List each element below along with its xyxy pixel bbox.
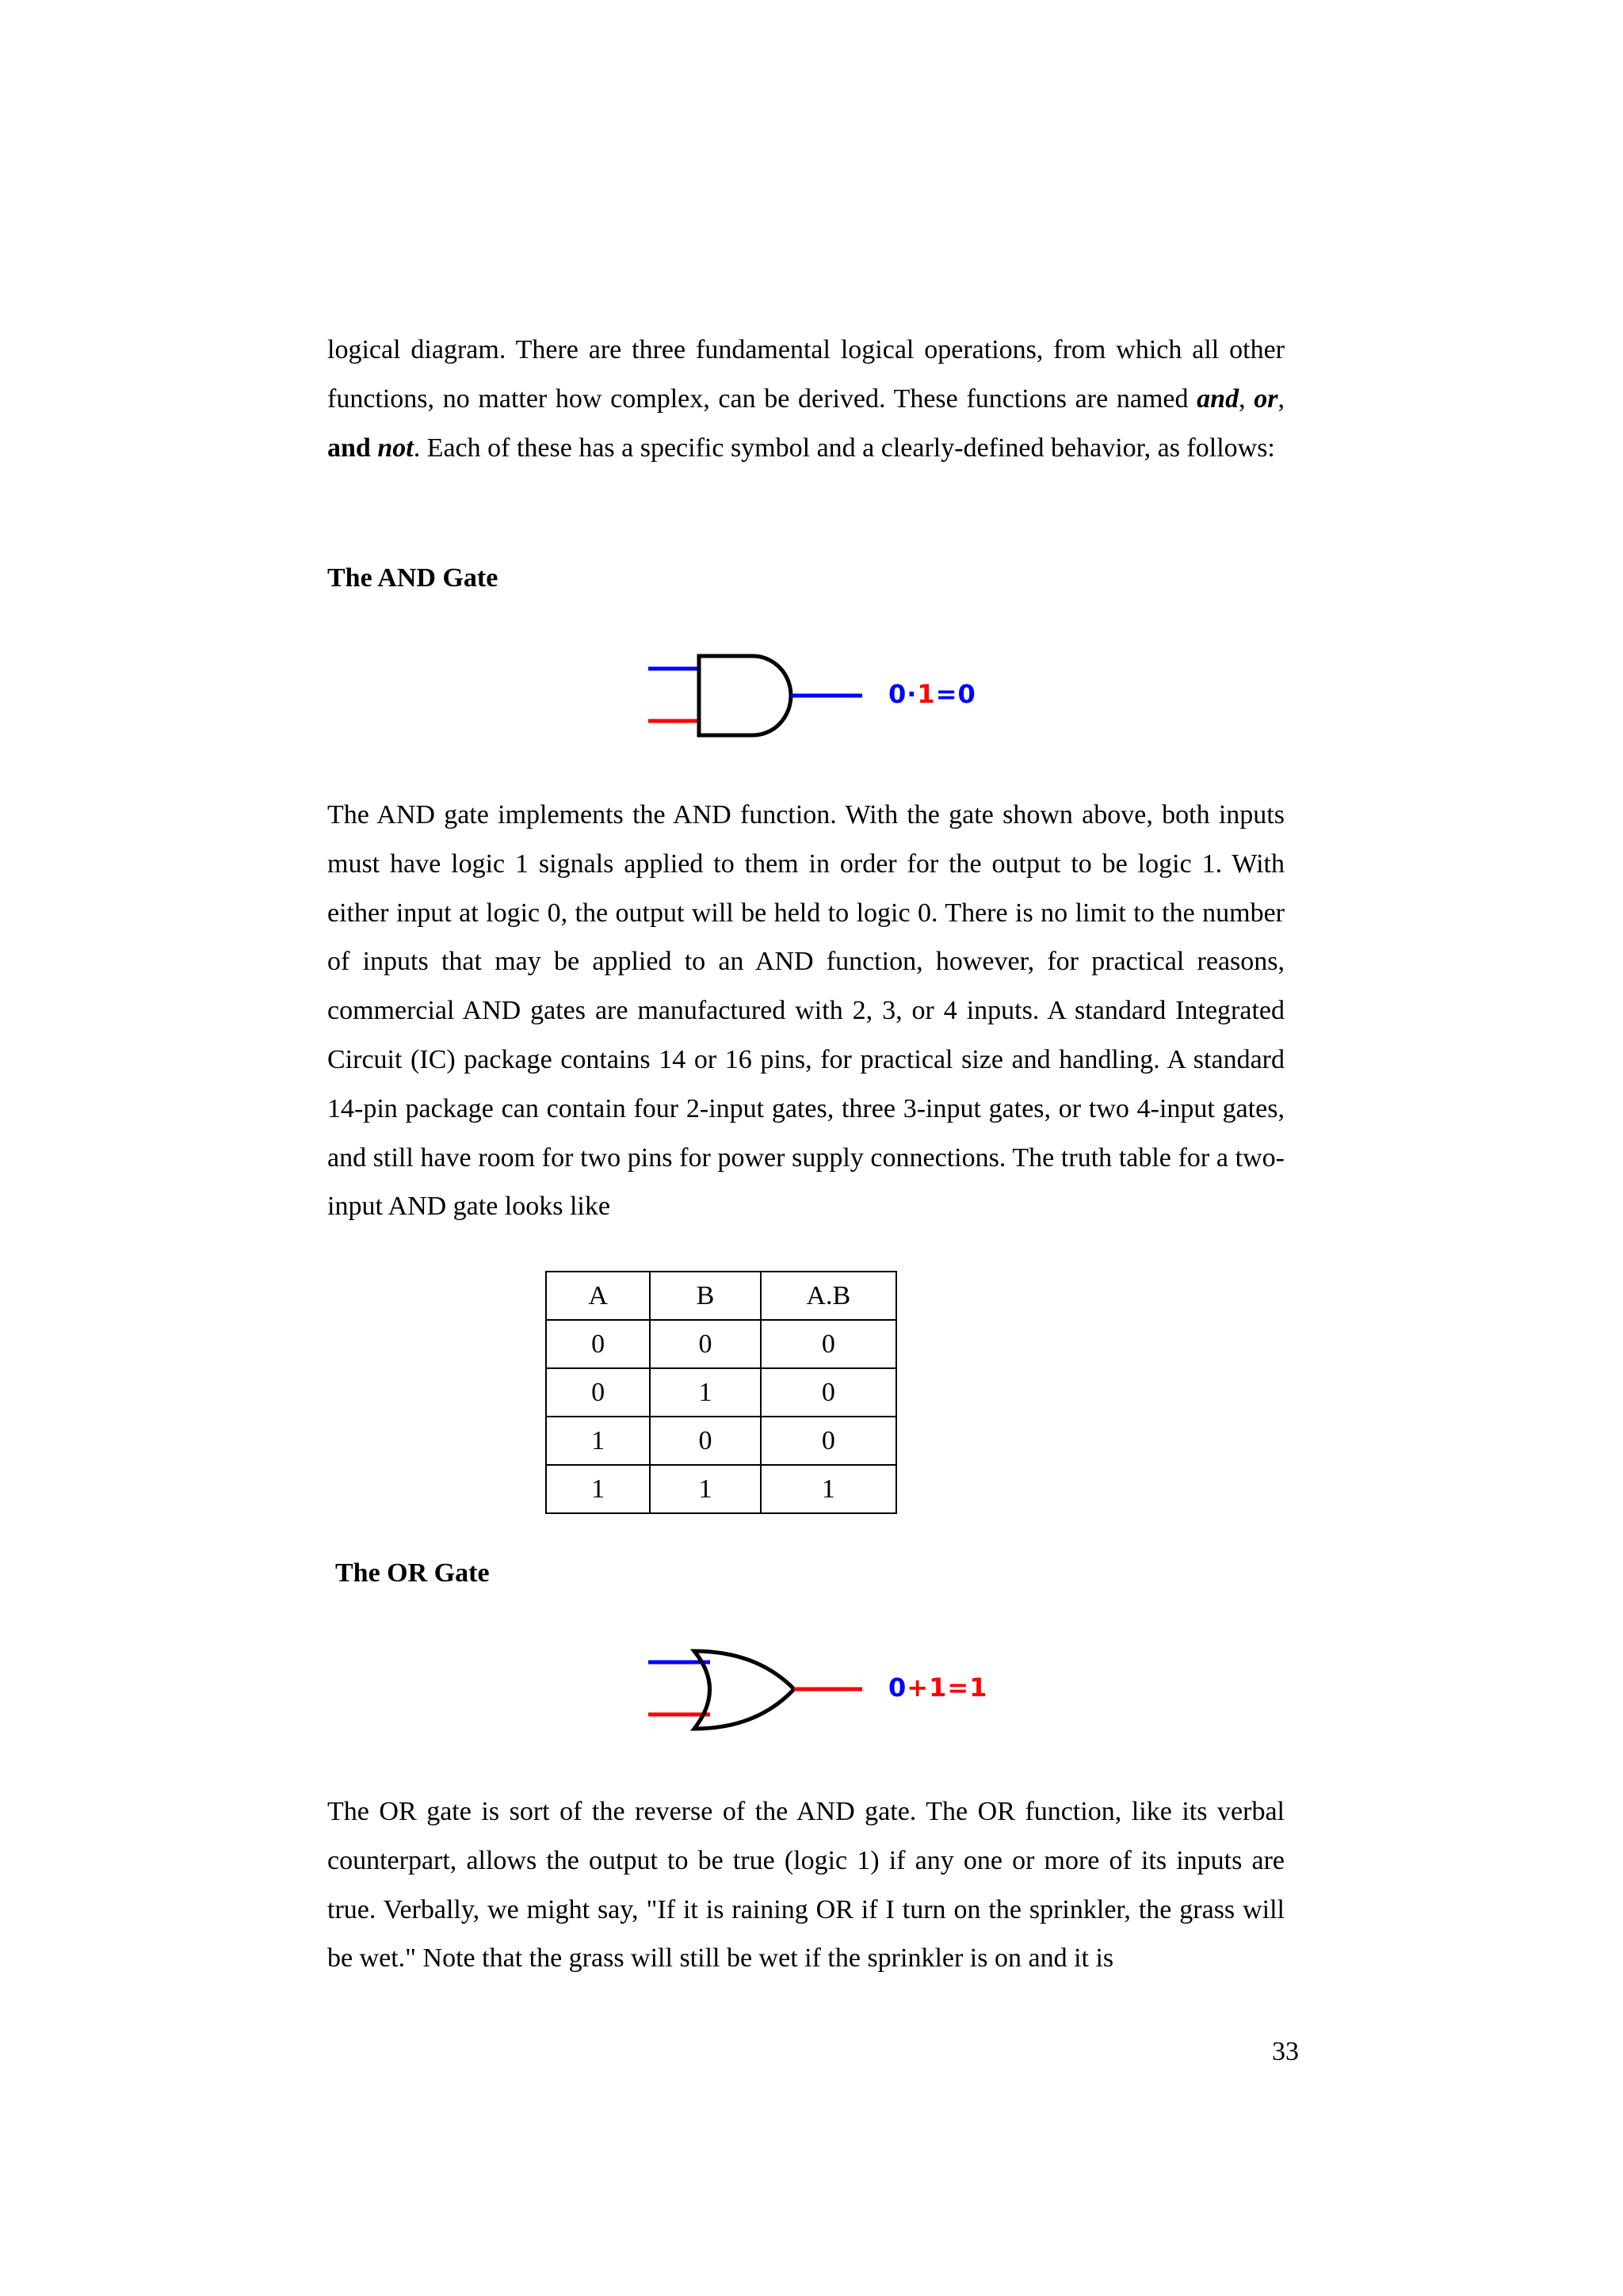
- or-gate-paragraph: The OR gate is sort of the reverse of the AND gate. The OR function, like its verbal counterpart, allows the output to be true (logic 1) if any one or more of its inputs are true. Verbally, we might say, "If it is raining OR if I turn on the sprinkler, the grass will be wet." Note that the grass will still be wet if the sprinkler is on and it is: [327, 1797, 1285, 1974]
- intro-paragraph: [327, 326, 1285, 472]
- and-eq-result: 0: [957, 679, 976, 709]
- table-cell: 0: [761, 1417, 896, 1465]
- table-cell: 1: [546, 1465, 650, 1513]
- or-gate-heading: The OR Gate: [335, 1558, 490, 1588]
- word-and: and: [327, 433, 371, 463]
- intro-comma: ,: [1277, 383, 1285, 414]
- or-gate-diagram: [642, 1643, 872, 1738]
- truth-table-header-row: [546, 1272, 896, 1320]
- or-eq-a: 0: [888, 1672, 907, 1703]
- and-eq-b: 1: [917, 679, 936, 709]
- and-eq-op: ·: [907, 679, 918, 709]
- and-equation: [888, 680, 976, 708]
- truth-table-header: B: [650, 1272, 760, 1320]
- table-cell: 1: [650, 1465, 760, 1513]
- and-truth-table: [545, 1271, 897, 1514]
- table-cell: 0: [761, 1368, 896, 1417]
- table-cell: 0: [546, 1368, 650, 1417]
- table-row: [546, 1320, 896, 1368]
- or-eq-equals: =: [947, 1672, 970, 1703]
- term-not: not: [377, 433, 414, 463]
- truth-table-header: A: [546, 1272, 650, 1320]
- table-row: [546, 1417, 896, 1465]
- and-eq-a: 0: [888, 679, 907, 709]
- table-cell: 0: [650, 1417, 760, 1465]
- or-equation: [888, 1673, 987, 1702]
- and-gate-body: [699, 656, 791, 735]
- table-row: [546, 1465, 896, 1513]
- and-eq-equals: =: [935, 679, 958, 709]
- and-gate-paragraph: The AND gate implements the AND function. With the gate shown above, both inputs must have logic 1 signals applied to them in order for the output to be logic 1. With either input at logic 0, the output will be held to logic 0. There is no limit to the number of inputs that may be applied to an AND function, however, for practical reasons, commercial AND gates are manufactured with 2, 3, or 4 inputs. A standard Integrated Circuit (IC) package contains 14 or 16 pins, for practical size and handling. A standard 14-pin package can contain four 2-input gates, three 3-input gates, or two 4-input gates, and still have room for two pins for power supply connections. The truth table for a two-input AND gate looks like: [327, 800, 1285, 1222]
- table-row: [546, 1368, 896, 1417]
- and-gate-heading: The AND Gate: [327, 563, 498, 593]
- table-cell: 1: [546, 1417, 650, 1465]
- and-gate-diagram: [642, 650, 872, 745]
- table-cell: 0: [650, 1320, 760, 1368]
- page-number: 33: [1272, 2037, 1299, 2066]
- or-eq-op: +: [907, 1672, 930, 1703]
- table-cell: 0: [546, 1320, 650, 1368]
- table-cell: 1: [650, 1368, 760, 1417]
- intro-text-after: . Each of these has a specific symbol and a clearly-defined behavior, as follows:: [413, 433, 1275, 463]
- term-or: or: [1254, 383, 1278, 414]
- table-cell: 1: [761, 1465, 896, 1513]
- term-and: and: [1197, 383, 1239, 414]
- truth-table-header: A.B: [761, 1272, 896, 1320]
- or-eq-b: 1: [929, 1672, 948, 1703]
- intro-comma: ,: [1239, 383, 1254, 414]
- table-cell: 0: [761, 1320, 896, 1368]
- or-eq-result: 1: [969, 1672, 988, 1703]
- intro-text-before: logical diagram. There are three fundamental logical operations, from which all other functions, no matter how complex, can be derived. These functions are named: [327, 335, 1285, 414]
